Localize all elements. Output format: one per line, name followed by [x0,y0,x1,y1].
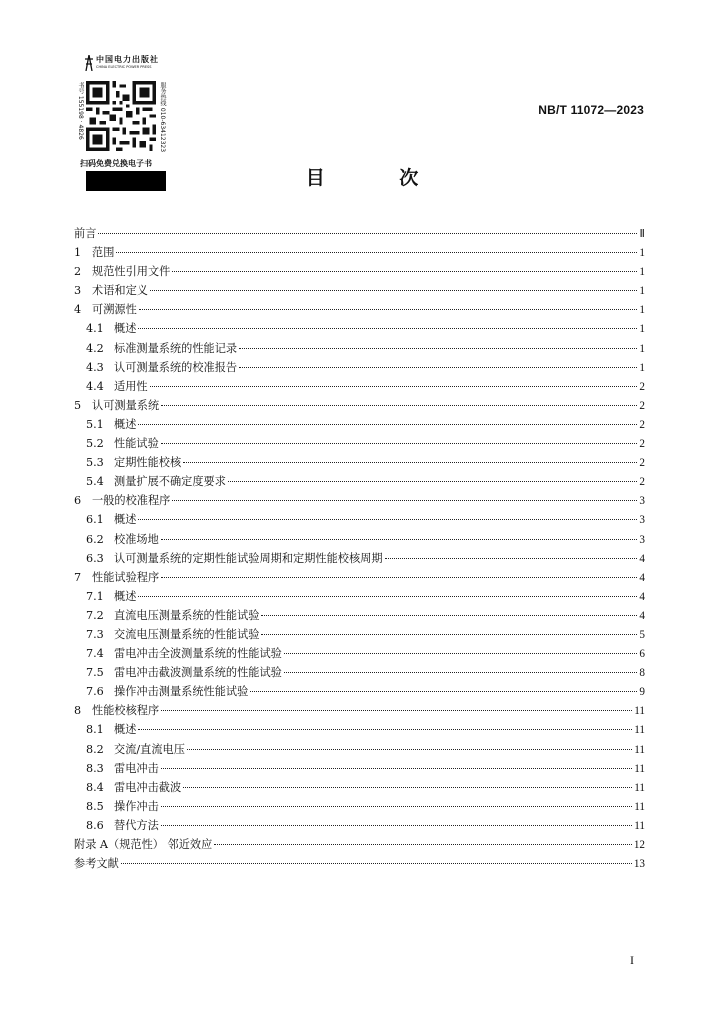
dot-leader [187,749,632,750]
dot-leader [161,710,632,711]
toc-entry-label: 性能试验 [114,437,159,451]
toc-entry-page: 4 [639,609,645,622]
toc-entry-label: 性能校核程序 [92,704,160,718]
toc-entry[interactable] [74,606,645,625]
toc-entry-label: 性能试验程序 [92,570,160,584]
publisher-name-en: CHINA ELECTRIC POWER PRESS [96,65,152,69]
dot-leader [228,481,637,482]
dot-leader [161,806,632,807]
dot-leader [239,367,637,368]
toc-entry-label: 概述 [114,417,137,431]
dot-leader [139,309,637,310]
toc-entry-number: 7.4 [86,647,104,661]
toc-entry-label: 概述 [114,723,137,737]
dot-leader [385,558,637,559]
dot-leader [138,596,637,597]
toc-entry-label: 替代方法 [114,818,159,832]
dot-leader [121,863,632,864]
toc-entry-page: 2 [639,380,645,393]
isbn-side-text: 书号 155198 · 4826 [77,82,84,140]
toc-entry-page: 4 [639,552,645,565]
toc-entry-number: 4 [74,303,82,317]
dot-leader [172,500,637,501]
toc-entry-page: 2 [639,438,645,451]
qr-code[interactable] [86,78,156,154]
toc-entry[interactable] [74,358,645,377]
dot-leader [161,405,637,406]
table-of-contents [74,224,645,873]
toc-entry-number: 8.6 [86,818,104,832]
dot-leader [214,844,632,845]
toc-entry-number: 7.2 [86,608,104,622]
toc-entry[interactable] [74,300,645,319]
toc-entry[interactable] [74,720,645,739]
toc-entry[interactable] [74,243,645,262]
toc-entry-label: 认可测量系统的校准报告 [114,360,238,374]
toc-entry-page: 11 [634,781,645,794]
toc-entry-label: 一般的校准程序 [92,494,171,508]
toc-entry[interactable] [74,797,645,816]
toc-entry-page: 2 [639,399,645,412]
toc-entry[interactable] [74,759,645,778]
toc-entry-number: 1 [74,246,82,260]
toc-entry[interactable] [74,549,645,568]
dot-leader [116,252,637,253]
toc-entry-number: 8.4 [86,780,104,794]
toc-entry[interactable] [74,587,645,606]
toc-entry-label: 规范性引用文件 [92,265,171,279]
toc-entry-label: 交流电压测量系统的性能试验 [114,627,260,641]
toc-entry-label: 认可测量系统的定期性能试验周期和定期性能校核周期 [114,551,383,565]
standard-code: NB/T 11072—2023 [538,103,644,117]
toc-entry-number: 6.3 [86,551,104,565]
toc-entry-page: 2 [639,418,645,431]
toc-entry-label: 操作冲击 [114,799,159,813]
toc-entry[interactable] [74,816,645,835]
toc-entry-page: 4 [639,590,645,603]
toc-entry-label: 概述 [114,322,137,336]
toc-entry[interactable] [74,472,645,491]
dot-leader [239,348,637,349]
toc-entry-page: 11 [634,819,645,832]
toc-entry-page: 1 [639,266,645,279]
dot-leader [150,386,637,387]
toc-entry-label: 适用性 [114,379,148,393]
toc-entry-page: 2 [639,476,645,489]
toc-entry-label: 术语和定义 [92,284,148,298]
dot-leader [150,290,637,291]
toc-entry-number: 7 [74,570,82,584]
toc-entry-label: 标准测量系统的性能记录 [114,341,238,355]
toc-entry[interactable] [74,854,645,873]
toc-entry-page: 11 [634,705,645,718]
toc-entry-number: 5.3 [86,456,104,470]
toc-entry[interactable] [74,835,645,854]
toc-entry-label: 认可测量系统 [92,398,160,412]
toc-entry[interactable] [74,682,645,701]
toc-entry-page: 11 [634,762,645,775]
dot-leader [284,653,637,654]
toc-entry[interactable] [74,625,645,644]
toc-entry-number: 8.5 [86,799,104,813]
toc-entry-page: 1 [639,247,645,260]
toc-entry-page: 1 [639,342,645,355]
toc-entry-number: 5.1 [86,417,104,431]
dot-leader [172,271,637,272]
toc-entry[interactable] [74,319,645,338]
toc-entry-number: 6 [74,494,82,508]
toc-entry-label: 前言 [74,227,97,240]
dot-leader [138,424,637,425]
toc-entry[interactable] [74,778,645,797]
toc-entry-label: 校准场地 [114,532,159,546]
dot-leader [161,825,632,826]
dot-leader [138,729,632,730]
scan-caption: 扫码免费兑换电子书 [80,159,152,168]
toc-entry-page: 1 [639,361,645,374]
dot-leader [183,462,637,463]
toc-title: 目 次 [305,167,453,189]
toc-entry-label: 交流/直流电压 [114,742,185,756]
toc-entry-number: 7.1 [86,589,104,603]
toc-entry-number: 2 [74,265,82,279]
toc-entry-label: 直流电压测量系统的性能试验 [114,608,260,622]
toc-entry-label: 雷电冲击 [114,761,159,775]
dot-leader [138,328,637,329]
toc-entry[interactable] [74,491,645,510]
dot-leader [261,634,637,635]
toc-entry-page: 4 [639,571,645,584]
dot-leader [250,691,637,692]
toc-entry[interactable] [74,281,645,300]
toc-entry[interactable] [74,568,645,587]
toc-entry-label: 操作冲击测量系统性能试验 [114,685,249,699]
toc-entry-page: 1 [639,323,645,336]
toc-entry-number: 4.4 [86,379,104,393]
toc-entry-page: 2 [639,457,645,470]
dot-leader [138,519,637,520]
toc-entry-number: 7.5 [86,666,104,680]
toc-entry[interactable] [74,415,645,434]
toc-entry-number: 8.1 [86,723,104,737]
dot-leader [161,443,637,444]
toc-entry[interactable] [74,510,645,529]
toc-entry[interactable] [74,434,645,453]
toc-entry-label: 概述 [114,589,137,603]
toc-entry-number: 4.2 [86,341,104,355]
toc-entry-number: 5 [74,398,82,412]
toc-entry[interactable] [74,644,645,663]
toc-entry-number: 8.2 [86,742,104,756]
toc-entry[interactable] [74,396,645,415]
toc-entry-number: 4.1 [86,322,104,336]
toc-entry-number: 7.3 [86,627,104,641]
tower-logo-icon [84,55,94,71]
toc-entry[interactable] [74,530,645,549]
toc-entry[interactable] [74,339,645,358]
toc-entry[interactable] [74,224,645,243]
page-number: I [630,953,634,967]
toc-entry-page: 6 [639,648,645,661]
toc-entry-number: 3 [74,284,82,298]
toc-entry-label: 雷电冲击截波 [114,780,182,794]
toc-entry[interactable] [74,377,645,396]
toc-entry-label: 测量扩展不确定度要求 [114,475,226,489]
dot-leader [183,787,632,788]
toc-entry-label: 可溯源性 [92,303,137,317]
phone-side-text: 服务热线 010-63412323 [159,82,166,153]
toc-entry-page: 11 [634,743,645,756]
toc-entry-page: 11 [634,800,645,813]
toc-entry-page: 13 [633,858,645,871]
toc-entry-page: 8 [639,667,645,680]
toc-entry-page: Ⅱ [639,228,645,240]
toc-entry-label: 范围 [92,246,115,260]
toc-entry-number: 6.1 [86,513,104,527]
toc-entry[interactable] [74,262,645,281]
toc-entry-number: 8.3 [86,761,104,775]
toc-entry[interactable] [74,701,645,720]
dot-leader [161,577,637,578]
toc-entry[interactable] [74,663,645,682]
toc-entry-label: 概述 [114,513,137,527]
toc-entry-page: 1 [639,304,645,317]
toc-entry-label: 雷电冲击截波测量系统的性能试验 [114,666,282,680]
toc-entry-number: 5.4 [86,475,104,489]
toc-entry-page: 11 [634,724,645,737]
dot-leader [261,615,637,616]
toc-entry-label: 参考文献 [74,857,119,871]
toc-entry-page: 5 [639,628,645,641]
toc-entry-page: 9 [639,686,645,699]
toc-entry-label: 附录 A（规范性） 邻近效应 [74,838,213,851]
toc-entry-label: 雷电冲击全波测量系统的性能试验 [114,647,282,661]
toc-entry-page: 3 [639,495,645,508]
toc-entry-page: 1 [639,285,645,298]
dot-leader [161,768,632,769]
toc-entry-number: 5.2 [86,437,104,451]
toc-entry-label: 定期性能校核 [114,456,182,470]
toc-entry-page: 12 [633,839,645,851]
dot-leader [98,233,637,234]
publisher-name: 中国电力出版社 [96,54,159,64]
toc-entry-number: 6.2 [86,532,104,546]
toc-entry-number: 4.3 [86,360,104,374]
toc-entry-page: 3 [639,533,645,546]
dot-leader [284,672,637,673]
toc-entry-page: 3 [639,514,645,527]
toc-entry-number: 7.6 [86,685,104,699]
toc-entry[interactable] [74,740,645,759]
publisher-logo [80,54,168,74]
toc-entry-number: 8 [74,704,82,718]
toc-entry[interactable] [74,453,645,472]
dot-leader [161,539,637,540]
